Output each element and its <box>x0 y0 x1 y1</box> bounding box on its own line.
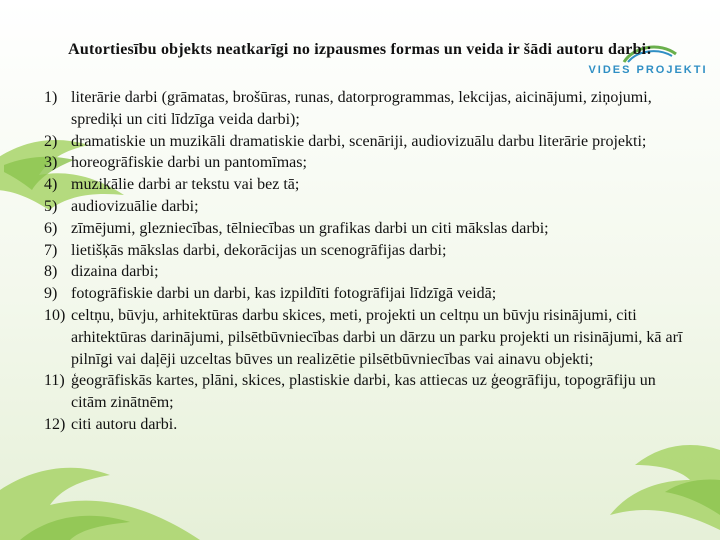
list-item <box>44 87 684 131</box>
works-list <box>44 87 684 436</box>
list-item-number: 2) <box>44 132 58 150</box>
list-item-number: 3) <box>44 154 58 172</box>
list-item <box>44 196 684 218</box>
list-item-number: 7) <box>44 241 58 259</box>
list-item-number: 8) <box>44 263 58 281</box>
list-item-text: horeogrāfiskie darbi un pantomīmas; <box>71 154 307 172</box>
list-item <box>44 218 684 240</box>
list-item-text: ģeogrāfiskās kartes, plāni, skices, plastiskie darbi, kas attiecas uz ģeogrāfiju, topogrāfiju un citām zinātnēm; <box>71 372 656 412</box>
list-item-text: citi autoru darbi. <box>71 415 178 433</box>
list-item <box>44 283 684 305</box>
list-item-text: literārie darbi (grāmatas, brošūras, runas, datorprogrammas, lekcijas, aicinājumi, ziņojumi, sprediķi un citi līdzīga veida darbi); <box>71 89 652 128</box>
list-item-number: 5) <box>44 197 58 215</box>
list-item-text: dizaina darbi; <box>71 263 159 281</box>
list-item-number: 12) <box>44 415 66 433</box>
list-item-text: muzikālie darbi ar tekstu vai bez tā; <box>71 176 300 194</box>
list-item-number: 11) <box>44 372 65 390</box>
green-bird-icon <box>590 420 720 540</box>
list-item-text: celtņu, būvju, arhitektūras darbu skices, meti, projekti un celtņu un būvju risinājumi, citi arhitektūras darinājumi, pilsētbūvniecības darbi un dārzu un parku projekti un risinājumi, kā arī pilnīgi vai daļēji uzceltas būves un realizētie pilsētbūvniecības vai ainavu objekti; <box>71 306 683 368</box>
list-item-number: 1) <box>44 89 58 106</box>
list-item-text: fotogrāfiskie darbi un darbi, kas izpildīti fotogrāfijai līdzīgā veidā; <box>71 285 497 303</box>
logo-text: VIDES PROJEKTI <box>588 64 708 76</box>
list-item-number: 9) <box>44 285 58 303</box>
list-item <box>44 305 684 370</box>
list-item-text: audiovizuālie darbi; <box>71 197 199 215</box>
slide-title: Autortiesību objekts neatkarīgi no izpausmes formas un veida ir šādi autoru darbi: <box>68 41 652 58</box>
list-item-text: dramatiskie un muzikāli dramatiskie darbi, scenāriji, audiovizuālu darbu literārie projekti; <box>71 132 647 150</box>
list-item <box>44 152 684 174</box>
list-item <box>44 261 684 283</box>
list-item-number: 6) <box>44 219 58 237</box>
list-item <box>44 131 684 153</box>
list-item <box>44 414 684 436</box>
list-item-text: zīmējumi, glezniecības, tēlniecības un grafikas darbi un citi mākslas darbi; <box>71 219 549 237</box>
list-item <box>44 370 684 414</box>
green-bird-icon <box>0 430 220 540</box>
list-item <box>44 174 684 196</box>
list-item-number: 4) <box>44 176 58 194</box>
list-item-text: lietišķās mākslas darbi, dekorācijas un scenogrāfijas darbi; <box>71 241 447 259</box>
list-item <box>44 240 684 262</box>
list-item-number: 10) <box>44 306 66 324</box>
